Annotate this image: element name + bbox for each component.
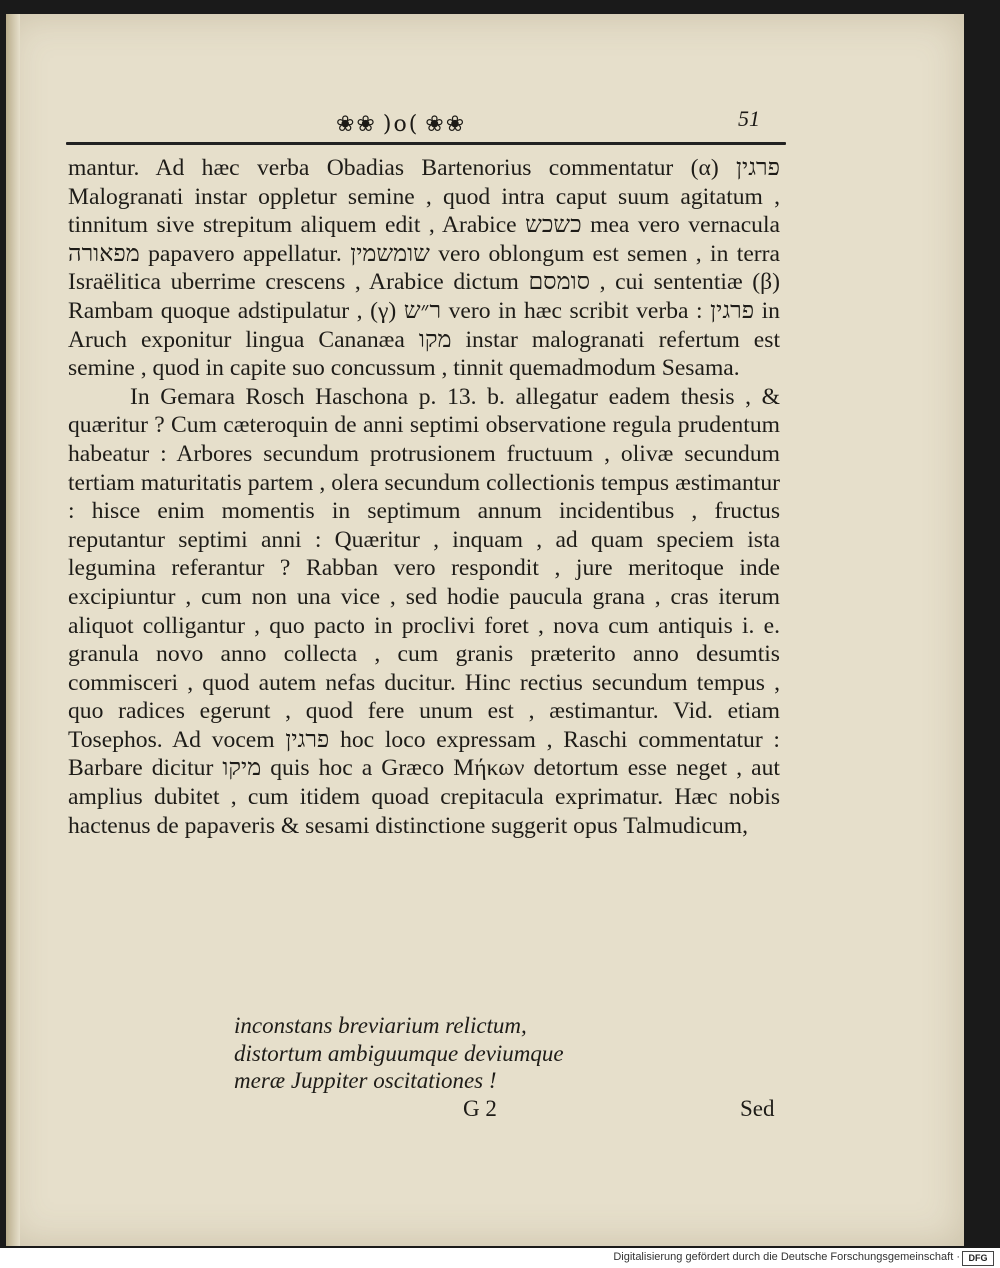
page-header xyxy=(6,14,964,144)
header-rule xyxy=(66,142,786,145)
footer-credit: Digitalisierung gefördert durch die Deutsche Forschungsgemeinschaft · xyxy=(613,1251,960,1263)
paragraph-1: mantur. Ad hæc verba Obadias Bartenorius commentatur (α) פרגין Malogranati instar oppletur semine , quod intra caput suum agitatum , tinnitum sive strepitum aliquem edit , Arabice כשכש mea vero vernacula מפאורה papavero appellatur. שומשמין vero oblongum est semen , in terra Israëlitica uberrime crescens , Arabice dictum סומסם , cui sententiæ (β) Rambam quoque adstipulatur , (γ) ר״ש vero in hæc scribit verba : פרגין in Aruch exponitur lingua Cananæa מקו instar malogranati refertum est semine , quod in capite suo concussum , tinnit quemadmodum Sesama. xyxy=(68,155,781,382)
paragraph-2: In Gemara Rosch Haschona p. 13. b. allegatur eadem thesis , & quæritur ? Cum cæteroquin de anni septimi observatione regula prudentum habeatur : Arbores secundum protrusionem fructuum , olivæ secundum tertiam maturitatis partem , olera secundum collectionis tempus æstimantur : hisce enim momentis in septimum annum incidentibus , fructus reputantur septimi anni : Quæritur , inquam , ad quam speciem ista legumina referantur ? Rabban vero respondit , jure meritoque inde excipiuntur , cum non una vice , sed hodie paucula grana , cras iterum aliquot colligantur , quo pacto in proclivi foret , nova cum antiquis i. e. granula novo anno collecta , cum granis præterito anno desumtis commisceri , quod autem nefas ducitur. Hinc rectius secundum tempus , quo radices egerunt , quod fere unum est , æstimantur. Vid. etiam Tosephos. Ad vocem פרגין hoc loco expressam , Raschi commentatur : Barbare dicitur מיקו quis hoc a Græco Μήκων detortum esse neget , aut amplius dubitet , cum itidem quoad crepitacula exprimatur. Hæc nobis hactenus de papaveris & sesami distinctione suggerit opus Talmudicum, xyxy=(68,383,780,839)
body-text xyxy=(68,154,780,840)
verse-line: inconstans breviarium relictum, xyxy=(234,1013,527,1038)
dfg-logo-icon: DFG xyxy=(962,1251,994,1266)
catchword: Sed xyxy=(740,1096,775,1121)
header-ornament xyxy=(336,106,496,142)
fleuron-center-icon: )o( xyxy=(382,111,420,137)
verse-line: meræ Juppiter oscitationes ! xyxy=(234,1068,497,1093)
digitization-footer xyxy=(0,1248,1000,1268)
page-gutter-shadow xyxy=(6,14,20,1246)
signature-mark: G 2 xyxy=(463,1096,497,1121)
fleuron-left-icon: ❀❀ xyxy=(336,111,377,137)
fleuron-right-icon: ❀❀ xyxy=(425,111,467,137)
verse-line: distortum ambiguumque deviumque xyxy=(234,1040,564,1066)
book-page xyxy=(6,14,964,1246)
verse-block xyxy=(234,1012,794,1095)
page-number: 51 xyxy=(738,106,760,131)
